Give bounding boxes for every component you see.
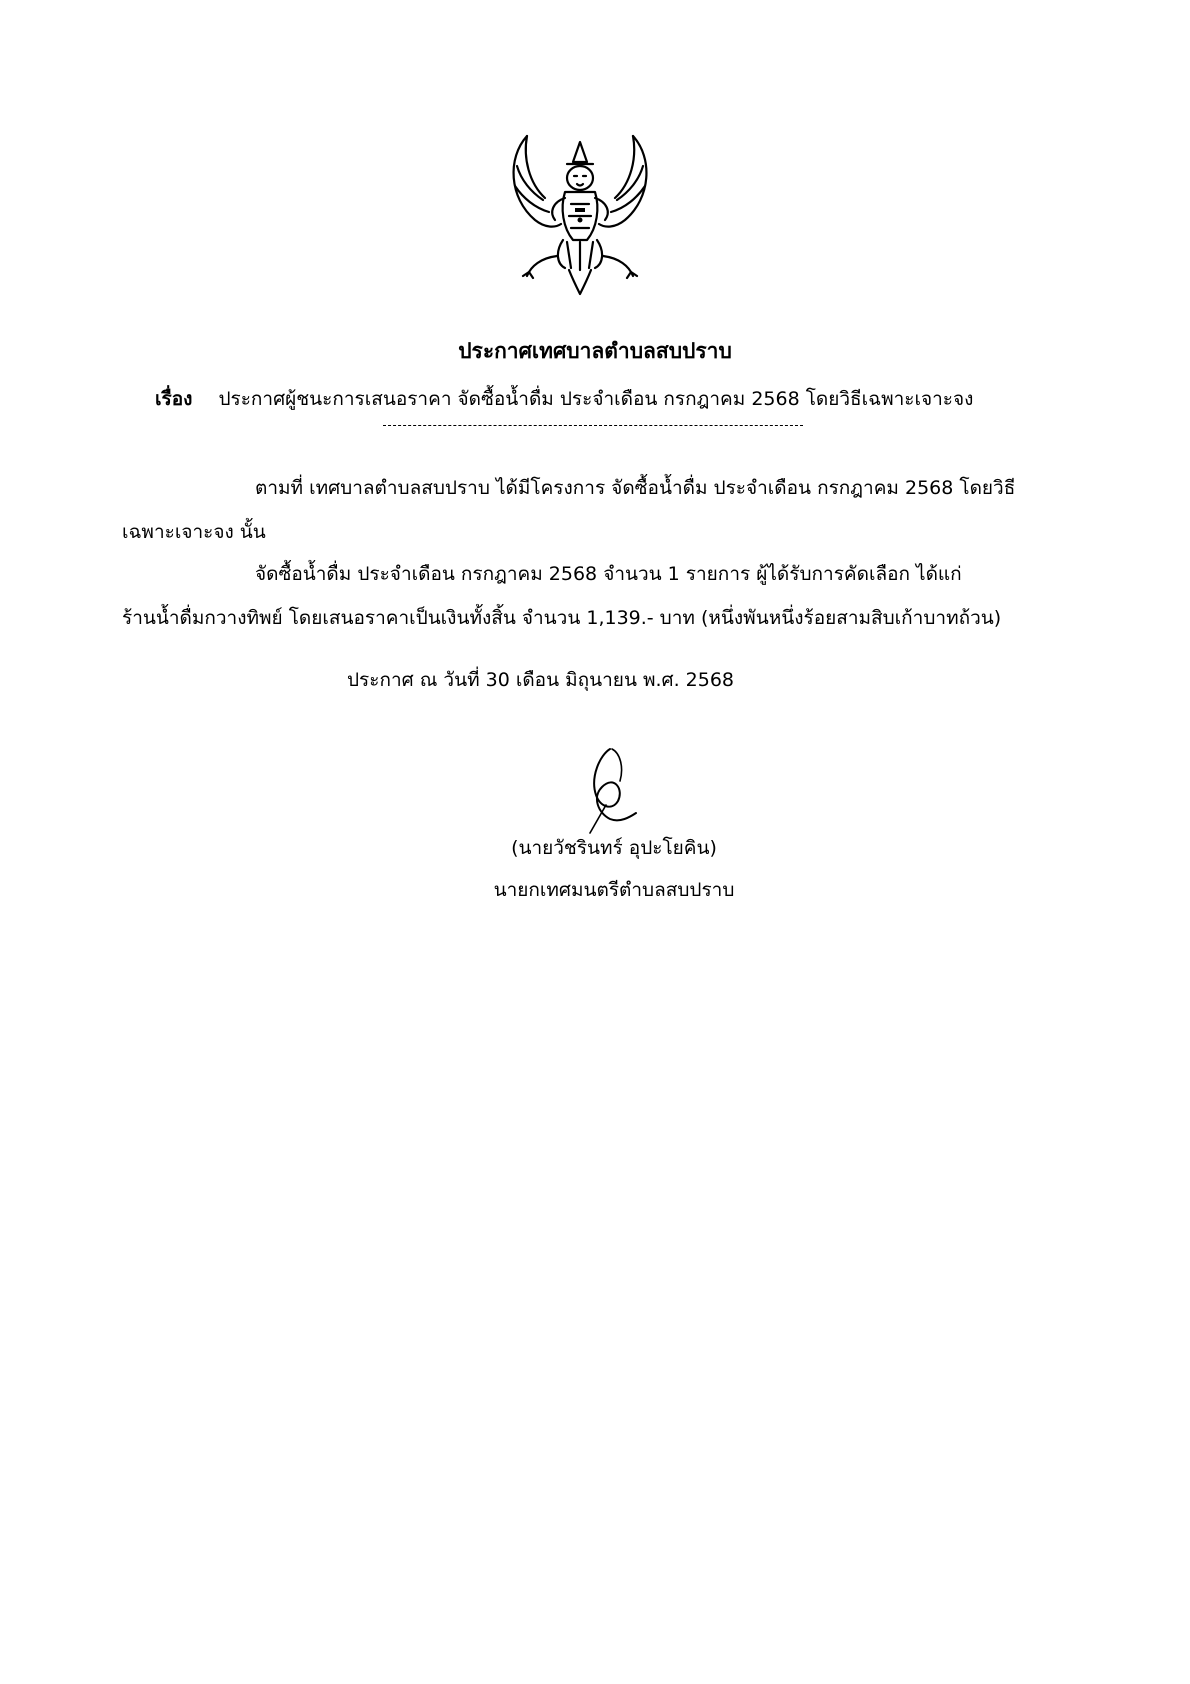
subject-line <box>155 384 973 414</box>
subject-text: ประกาศผู้ชนะการเสนอราคา จัดซื้อน้ำดื่ม ประจำเดือน กรกฎาคม 2568 โดยวิธีเฉพาะเจาะจง <box>218 388 974 410</box>
divider-line <box>383 425 803 426</box>
announcement-date: ประกาศ ณ วันที่ 30 เดือน มิถุนายน พ.ศ. 2568 <box>347 669 735 691</box>
signer-position: นายกเทศมนตรีตำบลสบปราบ <box>493 879 735 901</box>
signer-name: (นายวัชรินทร์ อุปะโยคิน) <box>511 837 717 859</box>
garuda-emblem-icon <box>505 128 655 298</box>
subject-label: เรื่อง <box>155 388 193 410</box>
body-paragraph-2-line-2: ร้านน้ำดื่มกวางทิพย์ โดยเสนอราคาเป็นเงินทั้งสิ้น จำนวน 1,139.- บาท (หนึ่งพันหนึ่งร้อยสามสิบเก้าบาทถ้วน) <box>122 607 1002 629</box>
body-paragraph-1-line-1: ตามที่ เทศบาลตำบลสบปราบ ได้มีโครงการ จัดซื้อน้ำดื่ม ประจำเดือน กรกฎาคม 2568 โดยวิธี <box>255 477 1016 499</box>
handwritten-signature <box>580 745 670 835</box>
document-title: ประกาศเทศบาลตำบลสบปราบ <box>458 339 732 363</box>
body-paragraph-1-line-2: เฉพาะเจาะจง นั้น <box>122 521 266 543</box>
body-paragraph-2-line-1: จัดซื้อน้ำดื่ม ประจำเดือน กรกฎาคม 2568 จำนวน 1 รายการ ผู้ได้รับการคัดเลือก ได้แก่ <box>255 563 962 585</box>
